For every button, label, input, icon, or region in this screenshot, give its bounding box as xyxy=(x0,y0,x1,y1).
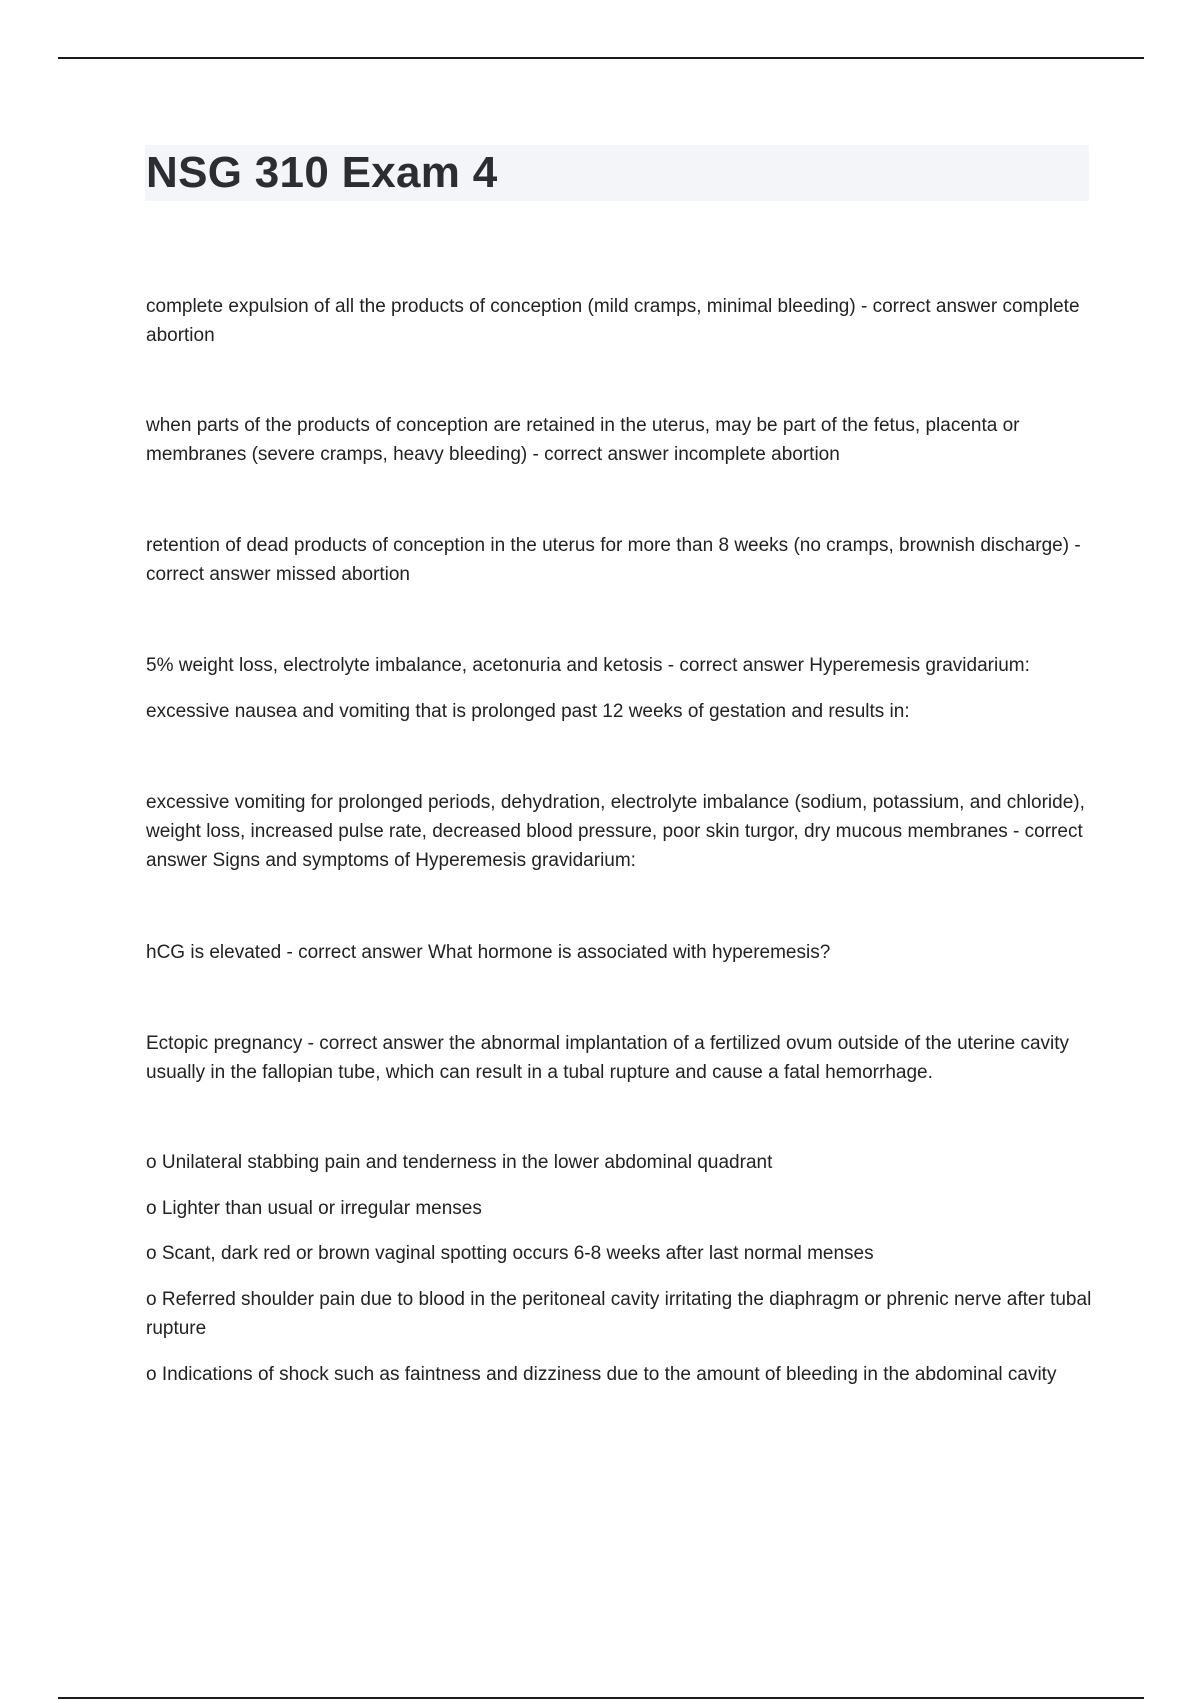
entry-complete-abortion: complete expulsion of all the products of conception (mild cramps, minimal bleeding) - correct answer complete abortion xyxy=(146,296,1080,346)
entry-incomplete-abortion: when parts of the products of conception are retained in the uterus, may be part of the fetus, placenta or membranes (severe cramps, heavy bleeding) - correct answer incomplete abortion xyxy=(146,415,1020,465)
bottom-rule xyxy=(58,1697,1144,1699)
entry-hyperemesis-results: 5% weight loss, electrolyte imbalance, acetonuria and ketosis - correct answer Hyperemesis gravidarium: xyxy=(146,655,1030,676)
list-item-vaginal-spotting: o Scant, dark red or brown vaginal spotting occurs 6-8 weeks after last normal menses xyxy=(146,1243,874,1264)
entry-hyperemesis-hormone: hCG is elevated - correct answer What hormone is associated with hyperemesis? xyxy=(146,942,831,963)
page-title: NSG 310 Exam 4 xyxy=(146,148,498,197)
top-rule xyxy=(58,57,1144,59)
list-item-stabbing-pain: o Unilateral stabbing pain and tenderness in the lower abdominal quadrant xyxy=(146,1152,773,1173)
entry-hyperemesis-symptoms: excessive vomiting for prolonged periods, dehydration, electrolyte imbalance (sodium, potassium, and chloride), weight loss, increased pulse rate, decreased blood pressure, poor skin turgor, dry mucous membranes - correct answer Signs and symptoms of Hyperemesis gravidarium: xyxy=(146,792,1085,871)
list-item-shock: o Indications of shock such as faintness and dizziness due to the amount of bleeding in the abdominal cavity xyxy=(146,1364,1057,1385)
entry-ectopic-pregnancy: Ectopic pregnancy - correct answer the abnormal implantation of a fertilized ovum outside of the uterine cavity usually in the fallopian tube, which can result in a tubal rupture and cause a fatal hemorrhage. xyxy=(146,1033,1070,1083)
list-item-shoulder-pain: o Referred shoulder pain due to blood in the peritoneal cavity irritating the diaphragm or phrenic nerve after tubal rupture xyxy=(146,1289,1092,1339)
entry-missed-abortion: retention of dead products of conception in the uterus for more than 8 weeks (no cramps, brownish discharge) - correct answer missed abortion xyxy=(146,535,1081,585)
entry-hyperemesis-definition: excessive nausea and vomiting that is prolonged past 12 weeks of gestation and results in: xyxy=(146,701,910,722)
list-item-irregular-menses: o Lighter than usual or irregular menses xyxy=(146,1198,482,1219)
